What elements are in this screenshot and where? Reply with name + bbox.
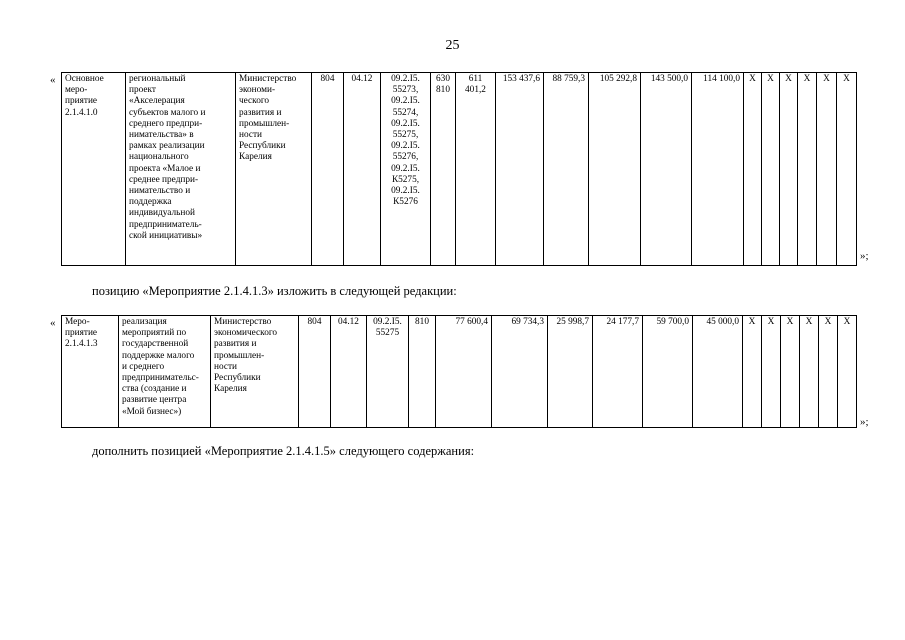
x-mark-cell: Х <box>743 316 762 428</box>
activity-name-cell: региональный проект «Акселерация субъектов малого и среднего предпри- нимательства» в рамках реализации национального проекта «Малое и среднее предпри- нимательство и поддержка индивидуальной предприниматель- ской инициативы» <box>126 73 236 266</box>
activity-name-cell: реализация мероприятий по государственной поддержке малого и среднего предпринимательс- ства (создание и развитие центра «Мой бизнес») <box>119 316 211 428</box>
table-main-activity <box>61 72 857 266</box>
executor-cell: Министерство экономи- ческого развития и промышлен- ности Республики Карелия <box>236 73 312 266</box>
value-cell: 25 998,7 <box>548 316 593 428</box>
expense-type-cell: 630 810 <box>431 73 456 266</box>
x-mark-cell: Х <box>780 73 798 266</box>
value-cell: 114 100,0 <box>692 73 744 266</box>
x-mark-cell: Х <box>819 316 838 428</box>
grbs-cell: 804 <box>312 73 344 266</box>
table-activity-2-1-4-1-3 <box>61 315 857 428</box>
x-mark-cell: Х <box>838 316 857 428</box>
x-mark-cell: Х <box>837 73 857 266</box>
opening-quote: « <box>50 317 56 329</box>
section-cell: 04.12 <box>331 316 367 428</box>
opening-quote: « <box>50 74 56 86</box>
section-cell: 04.12 <box>344 73 381 266</box>
value-cell: 143 500,0 <box>641 73 692 266</box>
table-row <box>62 73 857 266</box>
x-mark-cell: Х <box>800 316 819 428</box>
activity-code-cell: Основное меро- приятие 2.1.4.1.0 <box>62 73 126 266</box>
value-cell: 77 600,4 <box>436 316 492 428</box>
x-mark-cell: Х <box>762 73 780 266</box>
x-mark-cell: Х <box>762 316 781 428</box>
expense-type-cell: 810 <box>409 316 436 428</box>
x-mark-cell: Х <box>817 73 837 266</box>
value-cell: 69 734,3 <box>492 316 548 428</box>
target-article-cell: 09.2.I5. 55273, 09.2.I5. 55274, 09.2.I5. 55275, 09.2.I5. 55276, 09.2.I5. К5275, 09.2.I5. К5276 <box>381 73 431 266</box>
x-mark-cell: Х <box>781 316 800 428</box>
closing-quote: »; <box>860 250 869 262</box>
value-cell: 88 759,3 <box>544 73 589 266</box>
executor-cell: Министерство экономического развития и промышлен- ности Республики Карелия <box>211 316 299 428</box>
instruction-paragraph: позицию «Мероприятие 2.1.4.1.3» изложить в следующей редакции: <box>92 284 457 298</box>
value-cell: 45 000,0 <box>693 316 743 428</box>
activity-code-cell: Меро- приятие 2.1.4.1.3 <box>62 316 119 428</box>
x-mark-cell: Х <box>798 73 817 266</box>
instruction-paragraph: дополнить позицией «Мероприятие 2.1.4.1.5» следующего содержания: <box>92 444 475 458</box>
value-cell: 105 292,8 <box>589 73 641 266</box>
table-row <box>62 316 857 428</box>
value-cell: 611 401,2 <box>456 73 496 266</box>
grbs-cell: 804 <box>299 316 331 428</box>
value-cell: 153 437,6 <box>496 73 544 266</box>
target-article-cell: 09.2.I5. 55275 <box>367 316 409 428</box>
value-cell: 24 177,7 <box>593 316 643 428</box>
x-mark-cell: Х <box>744 73 762 266</box>
closing-quote: »; <box>860 416 869 428</box>
value-cell: 59 700,0 <box>643 316 693 428</box>
page-number: 25 <box>445 38 460 53</box>
